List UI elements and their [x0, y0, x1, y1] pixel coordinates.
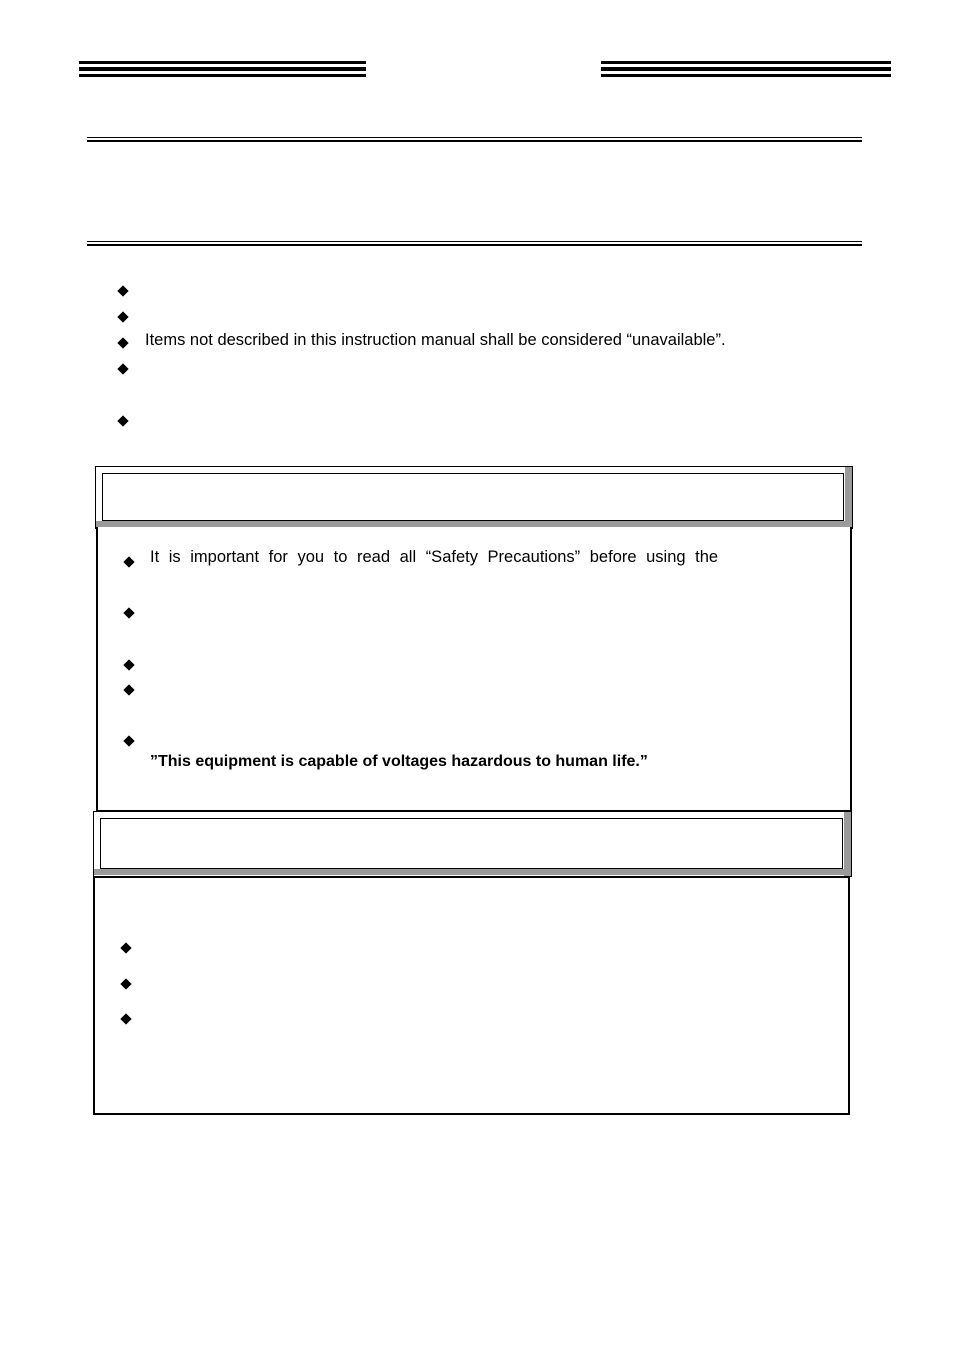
list-item [122, 939, 130, 957]
list-item-text: Items not described in this instruction manual shall be considered “unavailable”. [145, 331, 726, 349]
diamond-bullet-icon [120, 1013, 131, 1024]
list-item [125, 656, 133, 674]
list-item [119, 412, 127, 430]
hazard-warning-text: ”This equipment is capable of voltages hazardous to human life.” [150, 753, 648, 770]
list-item [125, 732, 133, 750]
diamond-bullet-icon [120, 978, 131, 989]
notes-header-bar [93, 811, 852, 877]
list-item [122, 975, 130, 993]
safety-header-bar [95, 466, 853, 529]
list-item [122, 1010, 130, 1028]
diamond-bullet-icon [117, 337, 128, 348]
header-decoration-left [79, 61, 366, 78]
diamond-bullet-icon [117, 311, 128, 322]
diamond-bullet-icon [120, 942, 131, 953]
diamond-bullet-icon [123, 684, 134, 695]
list-item [119, 334, 127, 352]
diamond-bullet-icon [123, 556, 134, 567]
notes-panel [93, 876, 850, 1115]
diamond-bullet-icon [117, 285, 128, 296]
diamond-bullet-icon [123, 659, 134, 670]
list-item [119, 308, 127, 326]
diamond-bullet-icon [123, 607, 134, 618]
title-rule-top [87, 137, 862, 142]
title-rule-bottom [87, 241, 862, 246]
diamond-bullet-icon [123, 735, 134, 746]
list-item [125, 604, 133, 622]
list-item [119, 282, 127, 300]
list-item [119, 360, 127, 378]
list-item-text: It is important for you to read all “Safety Precautions” before using the [150, 548, 719, 566]
header-decoration-right [601, 61, 891, 78]
diamond-bullet-icon [117, 415, 128, 426]
list-item [125, 681, 133, 699]
list-item [125, 553, 133, 571]
diamond-bullet-icon [117, 363, 128, 374]
